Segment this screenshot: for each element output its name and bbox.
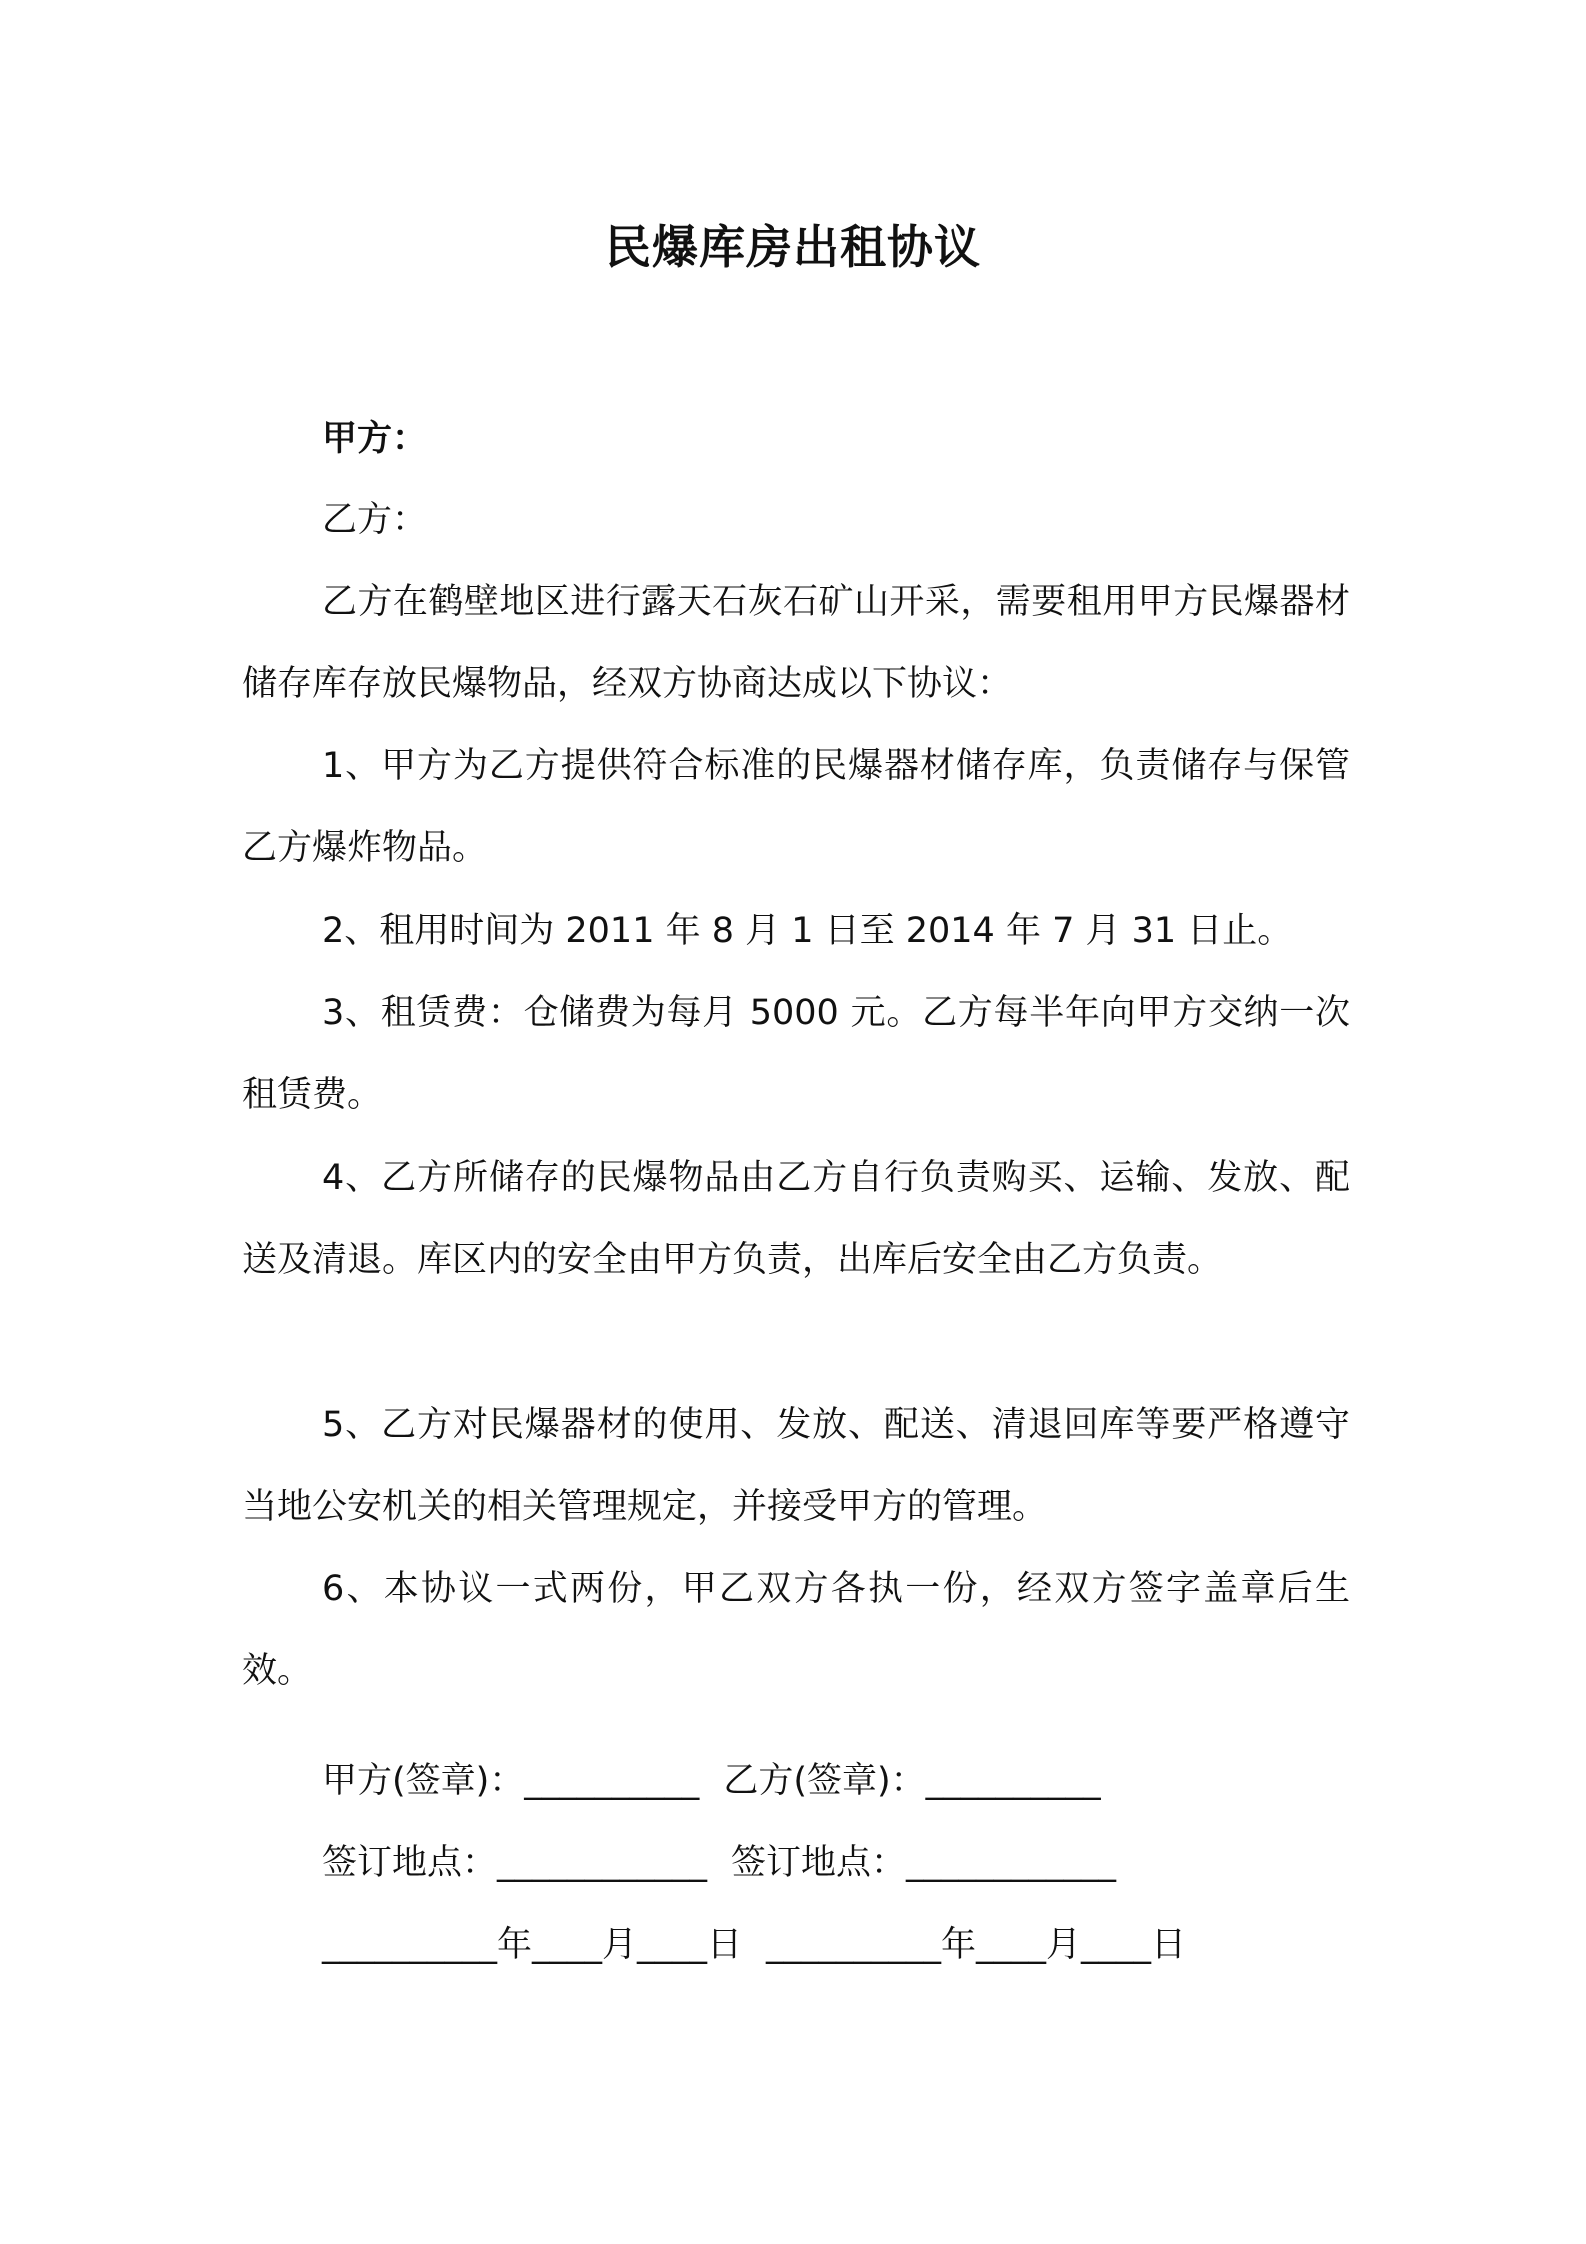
party-b-place-field: 签订地点：____________ xyxy=(731,1843,1117,1883)
party-a-place-field: 签订地点：____________ xyxy=(322,1843,708,1883)
clause-4: 4、乙方所储存的民爆物品由乙方自行负责购买、运输、发放、配送及清退。库区内的安全由甲方负责，出库后安全由乙方负责。 xyxy=(242,1158,1350,1280)
party-b-signature-field: 乙方(签章)：__________ xyxy=(723,1761,1101,1801)
signing-place-row xyxy=(322,1822,1350,1904)
party-a-label: 甲方： xyxy=(322,419,428,459)
party-b-date-field: __________年____月____日 xyxy=(766,1925,1187,1965)
party-b-label: 乙方： xyxy=(322,500,428,540)
clause-5: 5、乙方对民爆器材的使用、发放、配送、清退回库等要严格遵守当地公安机关的相关管理规定，并接受甲方的管理。 xyxy=(242,1405,1350,1527)
preamble-paragraph: 乙方在鹤壁地区进行露天石灰石矿山开采，需要租用甲方民爆器材储存库存放民爆物品，经双方协商达成以下协议： xyxy=(242,582,1350,704)
signing-date-row xyxy=(322,1904,1350,1986)
document-title: 民爆库房出租协议 xyxy=(605,220,981,274)
clause-6: 6、本协议一式两份，甲乙双方各执一份，经双方签字盖章后生效。 xyxy=(242,1569,1350,1691)
clause-2: 2、租用时间为 2011 年 8 月 1 日至 2014 年 7 月 31 日止。 xyxy=(322,911,1293,951)
party-a-signature-field: 甲方(签章)：__________ xyxy=(322,1761,700,1801)
party-a-date-field: __________年____月____日 xyxy=(322,1925,743,1965)
signature-row xyxy=(322,1740,1350,1822)
clause-3: 3、租赁费：仓储费为每月 5000 元。乙方每半年向甲方交纳一次租赁费。 xyxy=(242,993,1350,1115)
clause-1: 1、甲方为乙方提供符合标准的民爆器材储存库，负责储存与保管乙方爆炸物品。 xyxy=(242,746,1350,868)
